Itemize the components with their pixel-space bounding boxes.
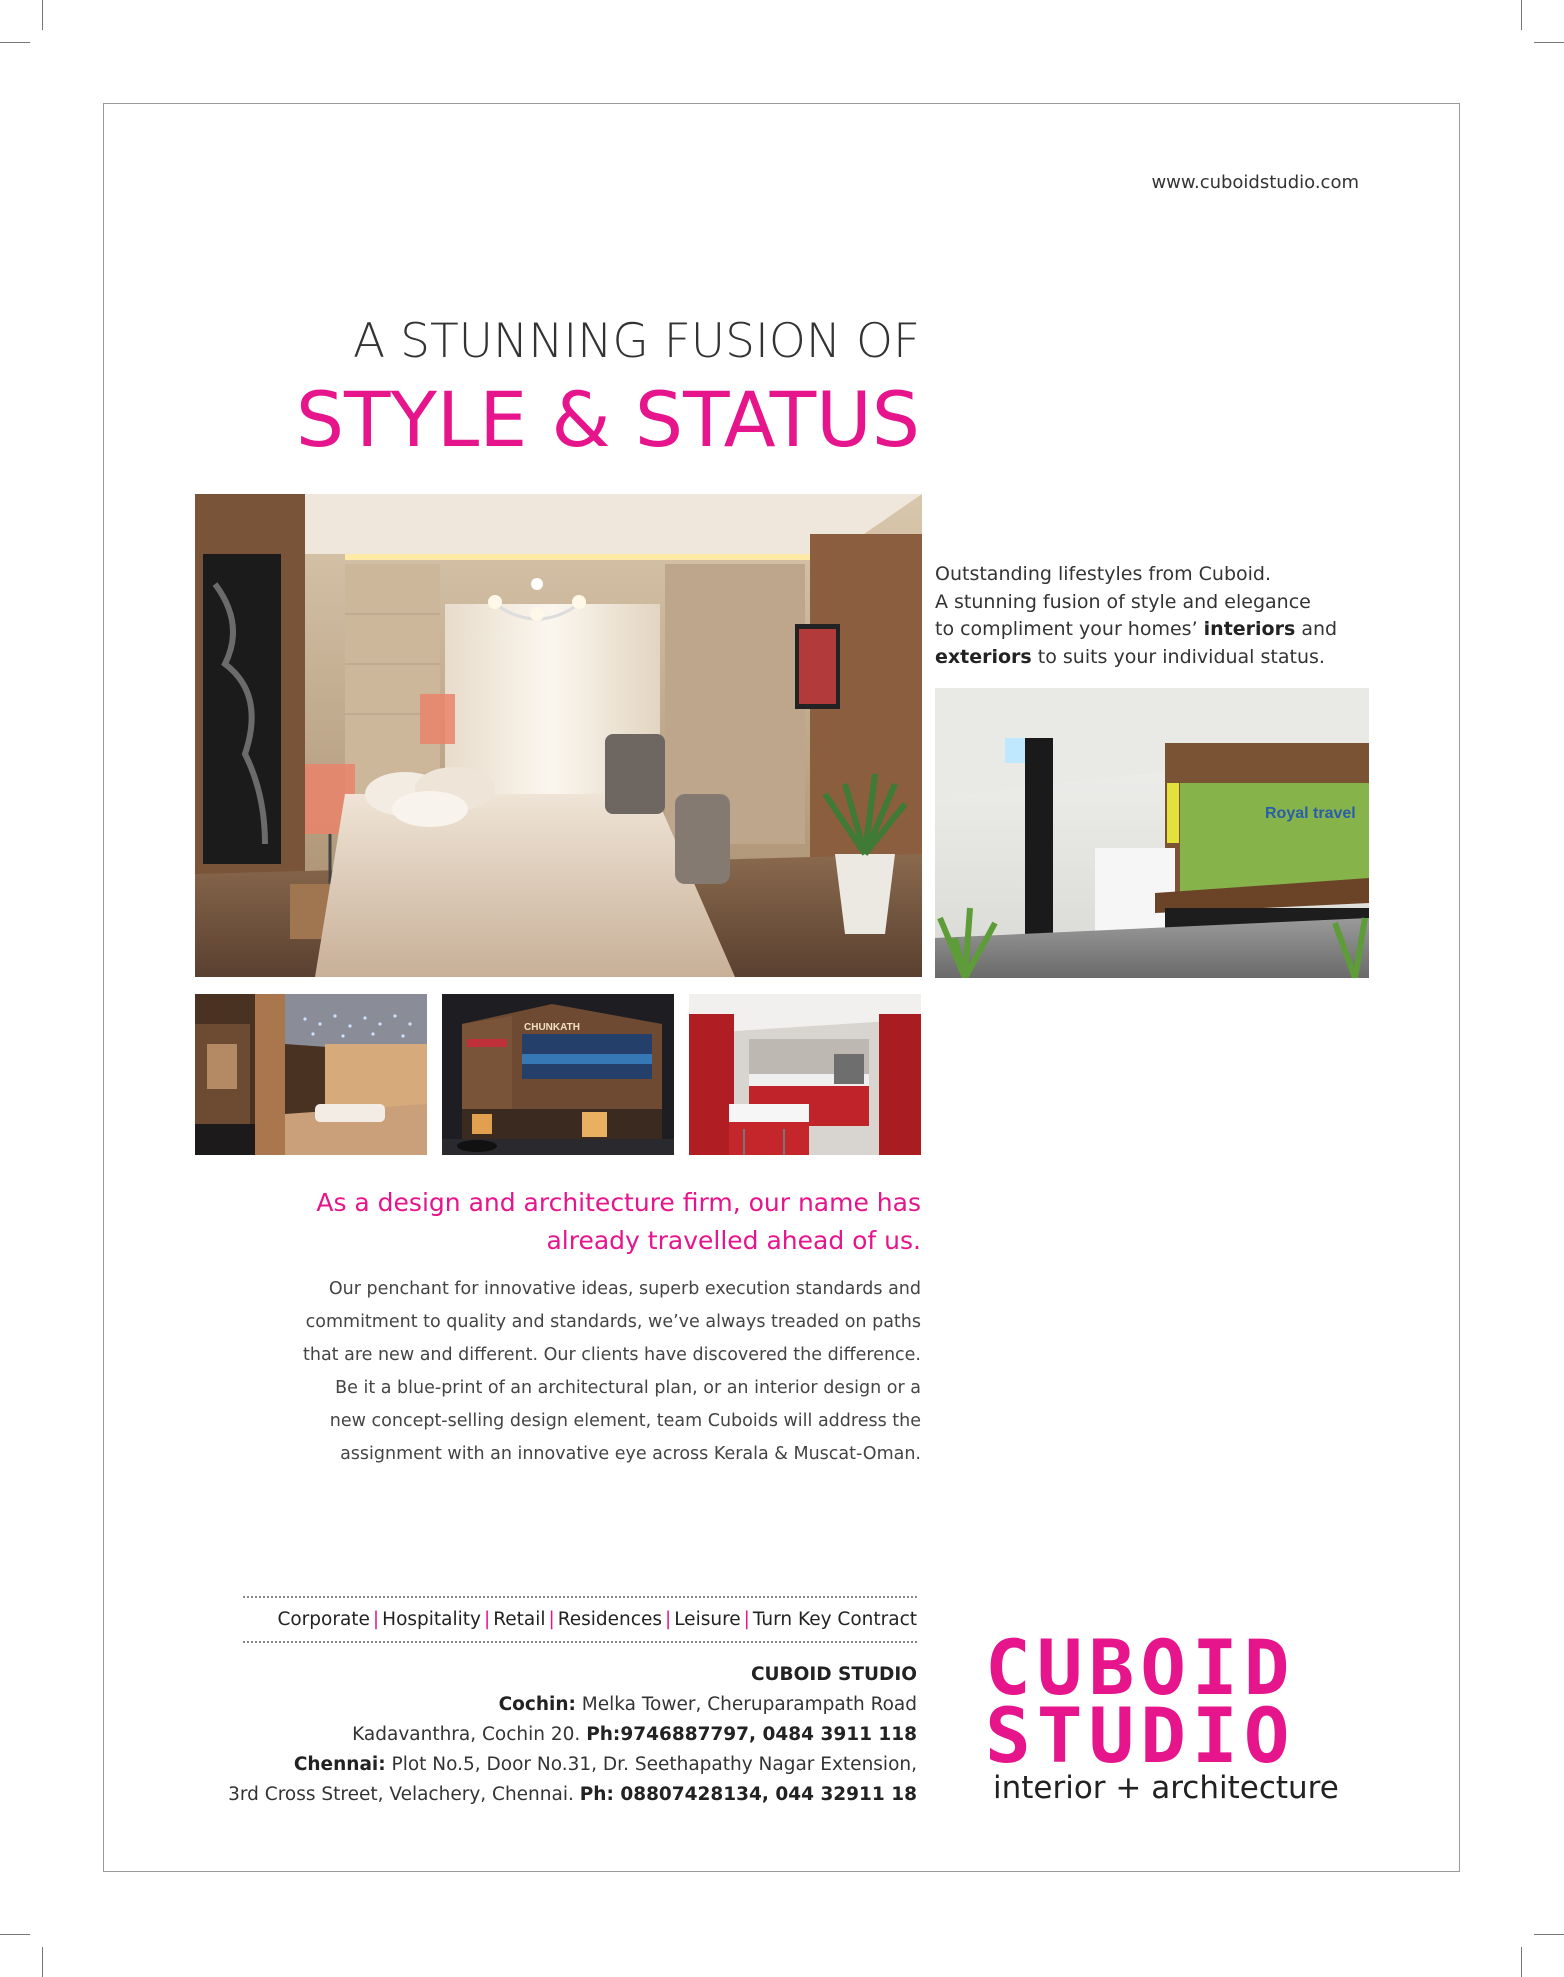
bedroom-photo [195,494,922,977]
chennai-line-2 [150,1780,917,1810]
company-name [150,1660,917,1690]
lead-line-2: already travelled ahead of us. [546,1226,921,1255]
service-retail: Retail [493,1609,546,1630]
reception-illustration [935,688,1369,978]
intro-line-3-pre: to compliment your homes’ [935,618,1204,640]
intro-line-4 [935,644,1375,672]
service-separator: | [548,1609,555,1630]
services-bottom-rule [243,1641,917,1643]
body-line: that are new and different. Our clients have discovered the difference. [303,1345,921,1365]
body-line: new concept-selling design element, team Cuboids will address the [329,1411,921,1431]
intro-line-3-post: and [1295,618,1338,640]
company-name-text: CUBOID STUDIO [750,1664,917,1685]
logo-tagline: interior + architecture [993,1770,1339,1806]
lead-line-1: As a design and architecture firm, our name has [316,1188,921,1217]
crop-mark [1534,42,1564,43]
chennai-address-2: 3rd Cross Street, Velachery, Chennai. [228,1784,580,1805]
service-turn-key: Turn Key Contract [752,1609,917,1630]
reception-photo [935,688,1369,978]
body-line: assignment with an innovative eye across Kerala & Muscat-Oman. [340,1444,921,1464]
lead-statement [200,1184,921,1260]
building-thumbnail [442,994,674,1155]
intro-text [935,561,1375,671]
service-residences: Residences [557,1609,662,1630]
service-separator: | [664,1609,672,1630]
kitchen-thumbnail [689,994,921,1155]
crop-mark [0,42,30,43]
body-paragraph [200,1273,921,1471]
kitchen-illustration [689,994,921,1155]
services-top-rule [243,1596,917,1598]
intro-interiors: interiors [1203,618,1296,640]
chennai-label: Chennai: [293,1754,386,1775]
crop-mark [1521,0,1522,30]
body-line: commitment to quality and standards, we’ve always treaded on paths [305,1312,921,1332]
intro-line-3 [935,616,1375,644]
crop-mark [1534,1934,1564,1935]
intro-line-2: A stunning fusion of style and elegance [935,590,1311,613]
crop-mark [0,1934,30,1935]
chennai-phone[interactable]: Ph: 08807428134, 044 32911 18 [579,1784,917,1805]
crop-mark [42,1947,43,1977]
building-illustration [442,994,674,1155]
service-corporate: Corporate [277,1609,370,1630]
intro-line-4-post: to suits your individual status. [1031,645,1325,668]
website-url[interactable]: www.cuboidstudio.com [1151,172,1359,193]
cochin-address-2: Kadavanthra, Cochin 20. [352,1724,587,1745]
logo-line-2: STUDIO [985,1691,1296,1780]
lounge-illustration [195,994,427,1155]
service-leisure: Leisure [674,1609,741,1630]
address-block [150,1660,917,1810]
reception-sign-text: Royal travel [1265,805,1356,822]
cochin-address-1: Melka Tower, Cheruparampath Road [575,1694,917,1715]
headline-line-1: A STUNNING FUSION OF [353,314,920,369]
intro-line-1: Outstanding lifestyles from Cuboid. [935,563,1272,585]
service-separator: | [743,1609,750,1630]
chennai-line-1 [150,1750,917,1780]
cochin-line-2 [150,1720,917,1750]
services-list [200,1609,917,1630]
body-line: Our penchant for innovative ideas, superb execution standards and [328,1279,921,1299]
crop-mark [42,0,43,30]
chennai-address-1: Plot No.5, Door No.31, Dr. Seethapathy Nagar Extension, [385,1754,917,1775]
service-separator: | [483,1609,491,1630]
headline-line-2: STYLE & STATUS [295,375,920,464]
cochin-phone[interactable]: Ph:9746887797, 0484 3911 118 [586,1724,917,1745]
intro-exteriors: exteriors [935,645,1032,668]
logo-line-1: CUBOID [985,1623,1296,1712]
cochin-label: Cochin: [498,1694,576,1715]
cochin-line-1 [150,1690,917,1720]
lounge-thumbnail [195,994,427,1155]
service-hospitality: Hospitality [382,1609,481,1630]
body-line: Be it a blue-print of an architectural plan, or an interior design or a [335,1378,921,1398]
service-separator: | [372,1609,380,1630]
bedroom-illustration [195,494,922,977]
building-sign-text: CHUNKATH [524,1022,580,1033]
crop-mark [1521,1947,1522,1977]
